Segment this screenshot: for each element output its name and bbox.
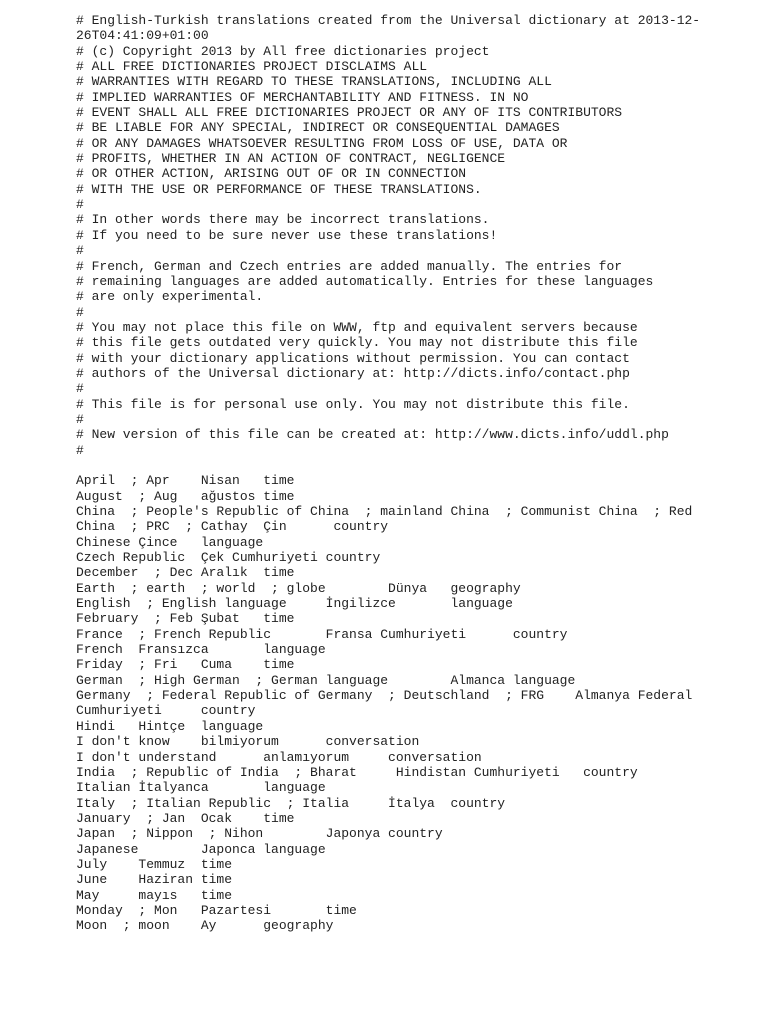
entry-line: Japan ; Nippon ; Nihon Japonya country <box>76 826 443 842</box>
entry-line: Cumhuriyeti country <box>76 703 256 719</box>
entry-line: Hindi Hintçe language <box>76 718 264 734</box>
entry-line: China ; People's Republic of China ; mainland China ; Communist China ; Red <box>76 504 693 519</box>
header-line: # authors of the Universal dictionary at: http://dicts.info/contact.php <box>76 365 630 381</box>
entry-line: Japanese Japonca language <box>76 841 326 857</box>
entry-line: April ; Apr Nisan time <box>76 473 295 489</box>
entry-line: I don't know bilmiyorum conversation <box>76 734 420 750</box>
entry-line: Moon ; moon Ay geography <box>76 918 334 934</box>
entry-line: India ; Republic of India ; Bharat Hindistan Cumhuriyeti country <box>76 764 638 780</box>
header-line: # ALL FREE DICTIONARIES PROJECT DISCLAIMS ALL <box>76 59 428 75</box>
entry-line: Earth ; earth ; world ; globe Dünya geography <box>76 580 521 596</box>
entry-line: Germany ; Federal Republic of Germany ; Deutschland ; FRG Almanya Federal <box>76 688 693 704</box>
header-line: # <box>76 381 84 397</box>
header-line: # If you need to be sure never use these translations! <box>76 227 498 243</box>
entry-line: July Temmuz time <box>76 856 233 872</box>
header-line: 26T04:41:09+01:00 <box>76 28 209 44</box>
header-line: # are only experimental. <box>76 289 264 305</box>
header-line: # IMPLIED WARRANTIES OF MERCHANTABILITY AND FITNESS. IN NO <box>76 89 529 105</box>
entry-line: English ; English language İngilizce language <box>76 596 513 612</box>
header-line: # You may not place this file on WWW, ftp and equivalent servers because <box>76 319 638 335</box>
header-line: # <box>76 442 84 458</box>
header-line: # BE LIABLE FOR ANY SPECIAL, INDIRECT OR CONSEQUENTIAL DAMAGES <box>76 120 560 136</box>
entry-line: France ; French Republic Fransa Cumhuriyeti country <box>76 626 568 642</box>
entry-line: December ; Dec Aralık time <box>76 565 295 581</box>
header-line: # EVENT SHALL ALL FREE DICTIONARIES PROJECT OR ANY OF ITS CONTRIBUTORS <box>76 105 623 121</box>
header-line: # OR OTHER ACTION, ARISING OUT OF OR IN CONNECTION <box>76 166 467 182</box>
header-line: # (c) Copyright 2013 by All free dictionaries project <box>76 43 490 59</box>
entry-line: Czech Republic Çek Cumhuriyeti country <box>76 550 381 566</box>
header-line: # OR ANY DAMAGES WHATSOEVER RESULTING FROM LOSS OF USE, DATA OR <box>76 135 568 151</box>
entry-line: January ; Jan Ocak time <box>76 810 295 826</box>
entry-line: Friday ; Fri Cuma time <box>76 657 295 673</box>
header-line: # WITH THE USE OR PERFORMANCE OF THESE TRANSLATIONS. <box>76 181 482 197</box>
header-line: # This file is for personal use only. You may not distribute this file. <box>76 396 630 412</box>
entry-line: August ; Aug ağustos time <box>76 488 295 504</box>
entry-line: I don't understand anlamıyorum conversation <box>76 749 482 765</box>
entry-line: French Fransızca language <box>76 642 326 658</box>
entry-line: February ; Feb Şubat time <box>76 611 295 627</box>
header-line: # with your dictionary applications without permission. You can contact <box>76 350 630 366</box>
entry-line: German ; High German ; German language Almanca language <box>76 672 576 688</box>
header-line: # French, German and Czech entries are added manually. The entries for <box>76 258 623 274</box>
header-line: # WARRANTIES WITH REGARD TO THESE TRANSLATIONS, INCLUDING ALL <box>76 74 552 90</box>
entry-line: May mayıs time <box>76 887 233 903</box>
entry-line: Italy ; Italian Republic ; Italia İtalya country <box>76 795 506 811</box>
header-line: # English-Turkish translations created from the Universal dictionary at 2013-12- <box>76 13 701 28</box>
header-line: # <box>76 411 84 427</box>
entry-line: Italian İtalyanca language <box>76 780 326 796</box>
header-line: # <box>76 243 84 259</box>
dictionary-text <box>76 13 756 934</box>
header-line: # <box>76 197 84 213</box>
blank-line <box>76 458 756 473</box>
entry-line: June Haziran time <box>76 872 233 888</box>
header-line: # In other words there may be incorrect translations. <box>76 212 490 228</box>
header-line: # remaining languages are added automatically. Entries for these languages <box>76 273 654 289</box>
entry-line: Monday ; Mon Pazartesi time <box>76 902 357 918</box>
header-line: # New version of this file can be created at: http://www.dicts.info/uddl.php <box>76 427 669 443</box>
entry-line: Chinese Çince language <box>76 534 264 550</box>
header-line: # this file gets outdated very quickly. You may not distribute this file <box>76 335 638 351</box>
entry-line: China ; PRC ; Cathay Çin country <box>76 519 389 535</box>
header-line: # PROFITS, WHETHER IN AN ACTION OF CONTRACT, NEGLIGENCE <box>76 151 506 167</box>
header-line: # <box>76 304 84 320</box>
